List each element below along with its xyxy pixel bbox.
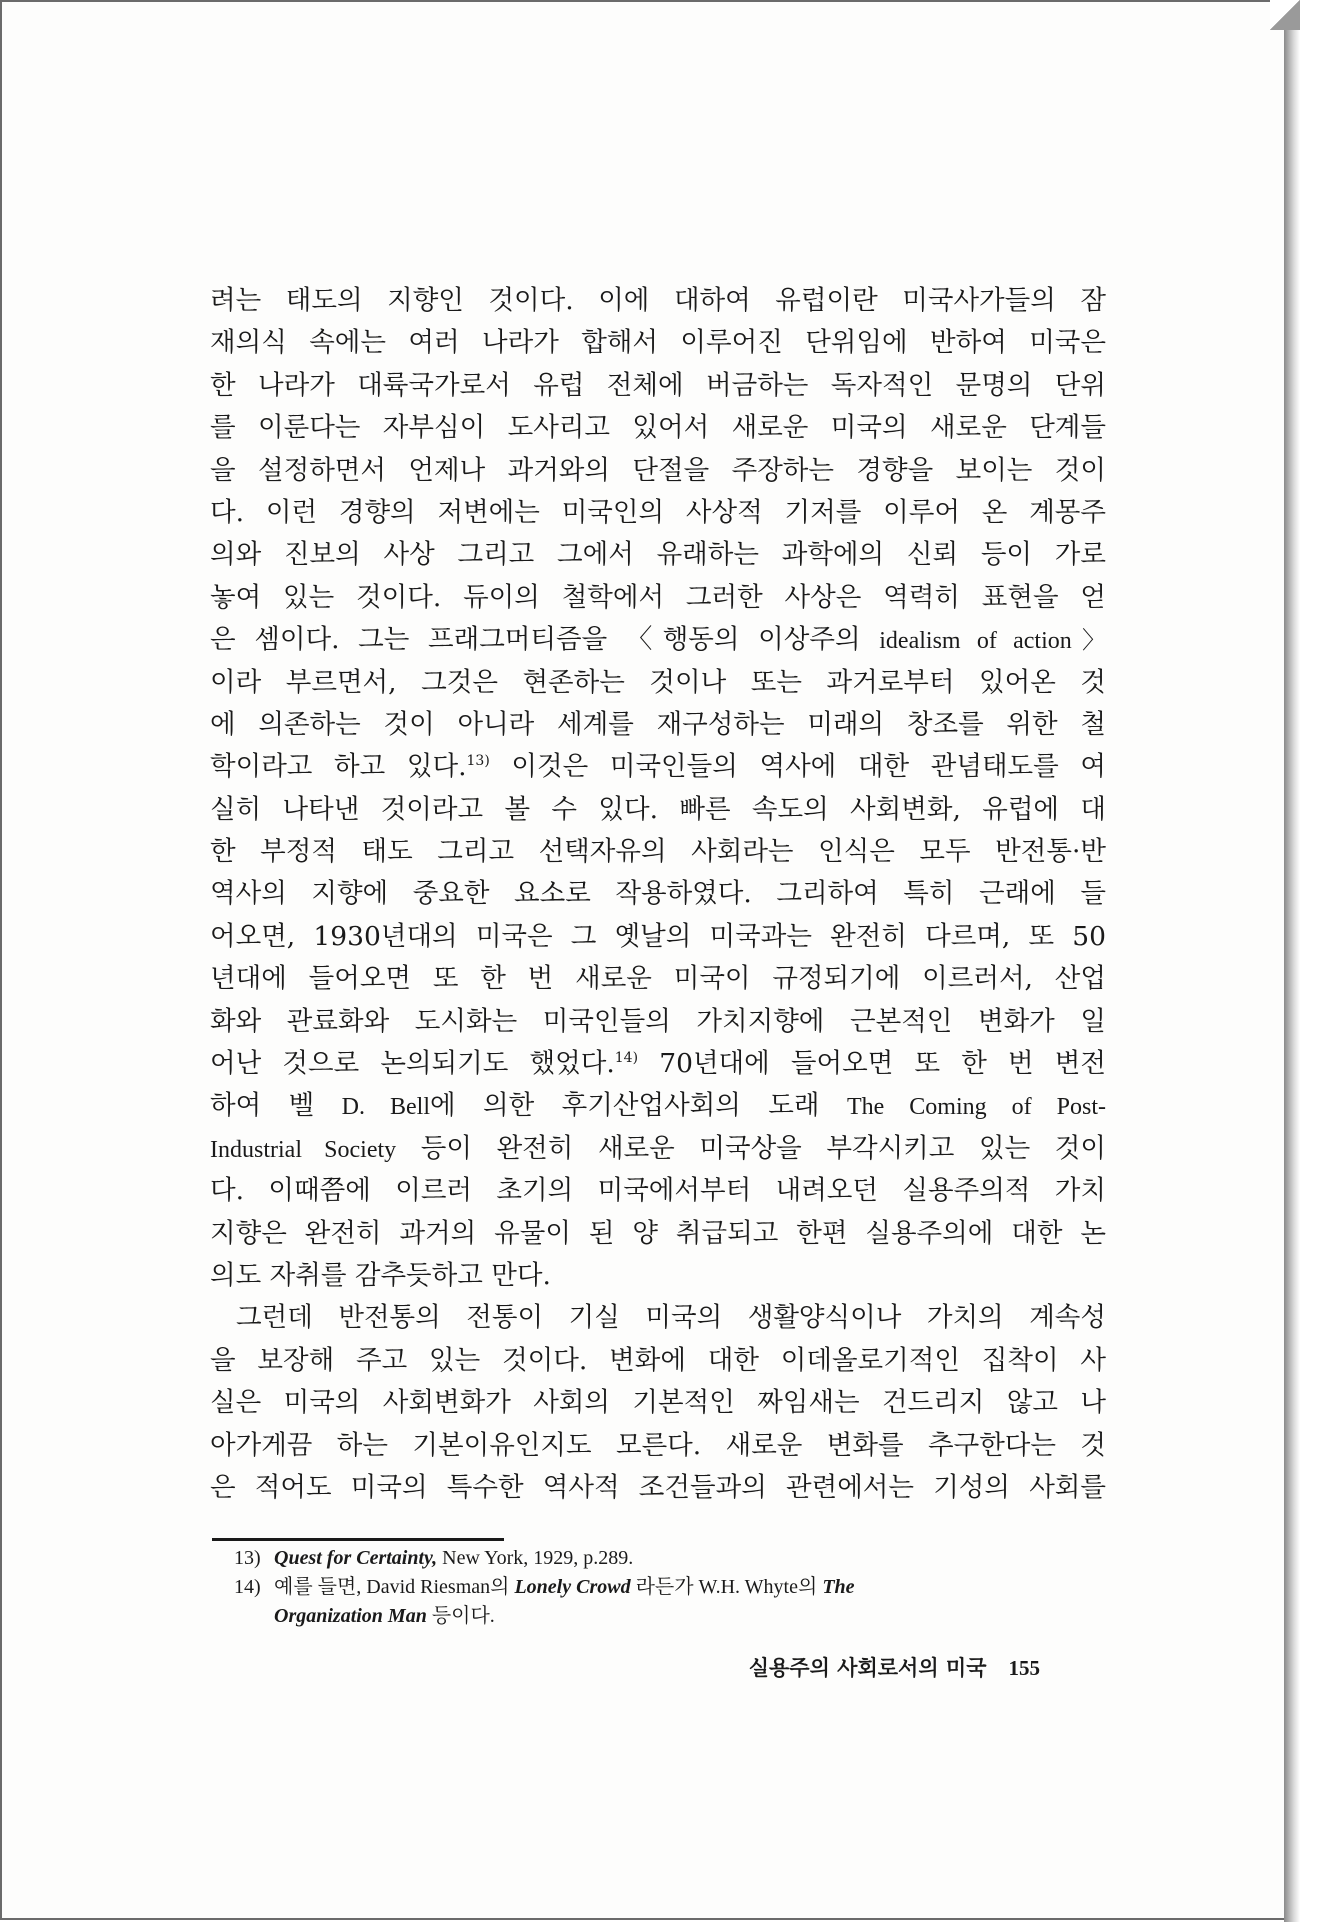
footnote-title: Lonely Crowd — [514, 1576, 631, 1598]
text-segment: 하여 벨 — [210, 1090, 315, 1122]
text-line: 의와 진보의 사상 그리고 그에서 유래하는 과학에의 신뢰 등이 가로 — [210, 539, 1106, 571]
text-line: 다. 이때쯤에 이르러 초기의 미국에서부터 내려오던 실용주의적 가치 — [210, 1175, 1106, 1207]
text-line: 년대에 들어오면 또 한 번 새로운 미국이 규정되기에 이르러서, 산업 — [210, 963, 1106, 995]
text-line: 다. 이런 경향의 저변에는 미국인의 사상적 기저를 이루어 온 계몽주 — [210, 496, 1106, 528]
footnote-divider — [212, 1538, 504, 1541]
text-segment: 은 셈이다. 그는 프래그머티즘을 〈행동의 이상주의 — [210, 624, 861, 656]
text-line: 어오면, 1930년대의 미국은 그 옛날의 미국과는 완전히 다르며, 또 50 — [210, 920, 1106, 952]
text-line: 를 이룬다는 자부심이 도사리고 있어서 새로운 미국의 새로운 단계들 — [210, 412, 1106, 444]
text-line: 역사의 지향에 중요한 요소로 작용하였다. 그리하여 특히 근래에 들 — [210, 878, 1106, 910]
page-number: 155 — [1008, 1656, 1040, 1680]
text-line: 을 보장해 주고 있는 것이다. 변화에 대한 이데올로기적인 집착이 사 — [210, 1344, 1106, 1376]
text-line — [210, 1085, 1106, 1127]
text-segment: 에 의한 후기산업사회의 도래 — [430, 1090, 820, 1122]
text-line: 아가게끔 하는 기본이유인지도 모른다. 새로운 변화를 추구한다는 것 — [210, 1429, 1106, 1461]
text-line — [210, 1128, 1106, 1170]
text-line: 실은 미국의 사회변화가 사회의 기본적인 짜임새는 건드리지 않고 나 — [210, 1387, 1106, 1419]
page-edge-shadow — [1284, 4, 1300, 1922]
footnote-text: 등이다. — [431, 1605, 495, 1627]
text-segment: 어난 것으로 논의되기도 했었다. — [210, 1048, 615, 1080]
text-line: 한 나라가 대륙국가로서 유럽 전체에 버금하는 독자적인 문명의 단위 — [210, 369, 1106, 401]
footnote-14 — [234, 1573, 1104, 1602]
latin-term: Industrial Society — [210, 1136, 397, 1163]
text-line: 에 의존하는 것이 아니라 세계를 재구성하는 미래의 창조를 위한 철 — [210, 708, 1106, 740]
text-line: 그런데 반전통의 전통이 기실 미국의 생활양식이나 가치의 계속성 — [236, 1302, 1106, 1334]
text-line: 이라 부르면서, 그것은 현존하는 것이나 또는 과거로부터 있어온 것 — [210, 666, 1106, 698]
text-line: 을 설정하면서 언제나 과거와의 단절을 주장하는 경향을 보이는 것이 — [210, 454, 1106, 486]
running-title: 실용주의 사회로서의 미국 — [748, 1655, 987, 1680]
text-line: 은 적어도 미국의 특수한 역사적 조건들과의 관련에서는 기성의 사회를 — [210, 1471, 1106, 1503]
text-line: 한 부정적 태도 그리고 선택자유의 사회라는 인식은 모두 반전통·반 — [210, 836, 1106, 868]
footnote-title: The — [822, 1576, 855, 1598]
footnote-title: Quest for Certainty, — [274, 1547, 438, 1569]
text-segment: 등이 완전히 새로운 미국상을 부각시키고 있는 것이 — [420, 1132, 1106, 1164]
footnote-number: 13) — [234, 1547, 261, 1569]
text-segment: 70년대에 들어오면 또 한 번 변전 — [659, 1048, 1106, 1080]
text-segment: 학이라고 하고 있다. — [210, 751, 467, 783]
page-footer — [749, 1652, 1040, 1682]
footnote-number: 14) — [234, 1576, 261, 1598]
page-corner-fold — [1270, 0, 1300, 30]
text-segment: 이것은 미국인들의 역사에 대한 관념태도를 여 — [511, 751, 1106, 783]
footnote-text: 라든가 W.H. Whyte의 — [635, 1576, 818, 1598]
footnote-title: Organization Man — [274, 1605, 427, 1627]
footnote-ref-14: 14) — [614, 1050, 639, 1067]
text-line: 놓여 있는 것이다. 듀이의 철학에서 그러한 사상은 역력히 표현을 얻 — [210, 581, 1106, 613]
footnote-text: New York, 1929, p.289. — [442, 1547, 634, 1569]
latin-term: The Coming of Post- — [846, 1094, 1106, 1121]
text-line: 려는 태도의 지향인 것이다. 이에 대하여 유럽이란 미국사가들의 잠 — [210, 285, 1106, 316]
footnotes — [234, 1544, 1104, 1631]
text-line: 의도 자취를 감추듯하고 만다. — [210, 1259, 551, 1291]
text-line: 실히 나타낸 것이라고 볼 수 있다. 빠른 속도의 사회변화, 유럽에 대 — [210, 793, 1106, 825]
footnote-text: 예를 들면, David Riesman의 — [274, 1576, 510, 1598]
text-line: 화와 관료화와 도시화는 미국인들의 가치지향에 근본적인 변화가 일 — [210, 1005, 1106, 1037]
latin-term: idealism of action〉 — [879, 628, 1106, 655]
footnote-13 — [234, 1544, 1104, 1573]
text-line — [210, 619, 1106, 661]
text-line — [210, 746, 1106, 788]
text-line — [210, 1043, 1106, 1085]
body-text — [210, 280, 1106, 1509]
text-line: 재의식 속에는 여러 나라가 합해서 이루어진 단위임에 반하여 미국은 — [210, 327, 1106, 359]
latin-term: D. Bell — [341, 1094, 431, 1121]
footnote-14-continued — [234, 1602, 1104, 1631]
footnote-ref-13: 13) — [466, 753, 490, 770]
text-line: 지향은 완전히 과거의 유물이 된 양 취급되고 한편 실용주의에 대한 논 — [210, 1217, 1106, 1249]
